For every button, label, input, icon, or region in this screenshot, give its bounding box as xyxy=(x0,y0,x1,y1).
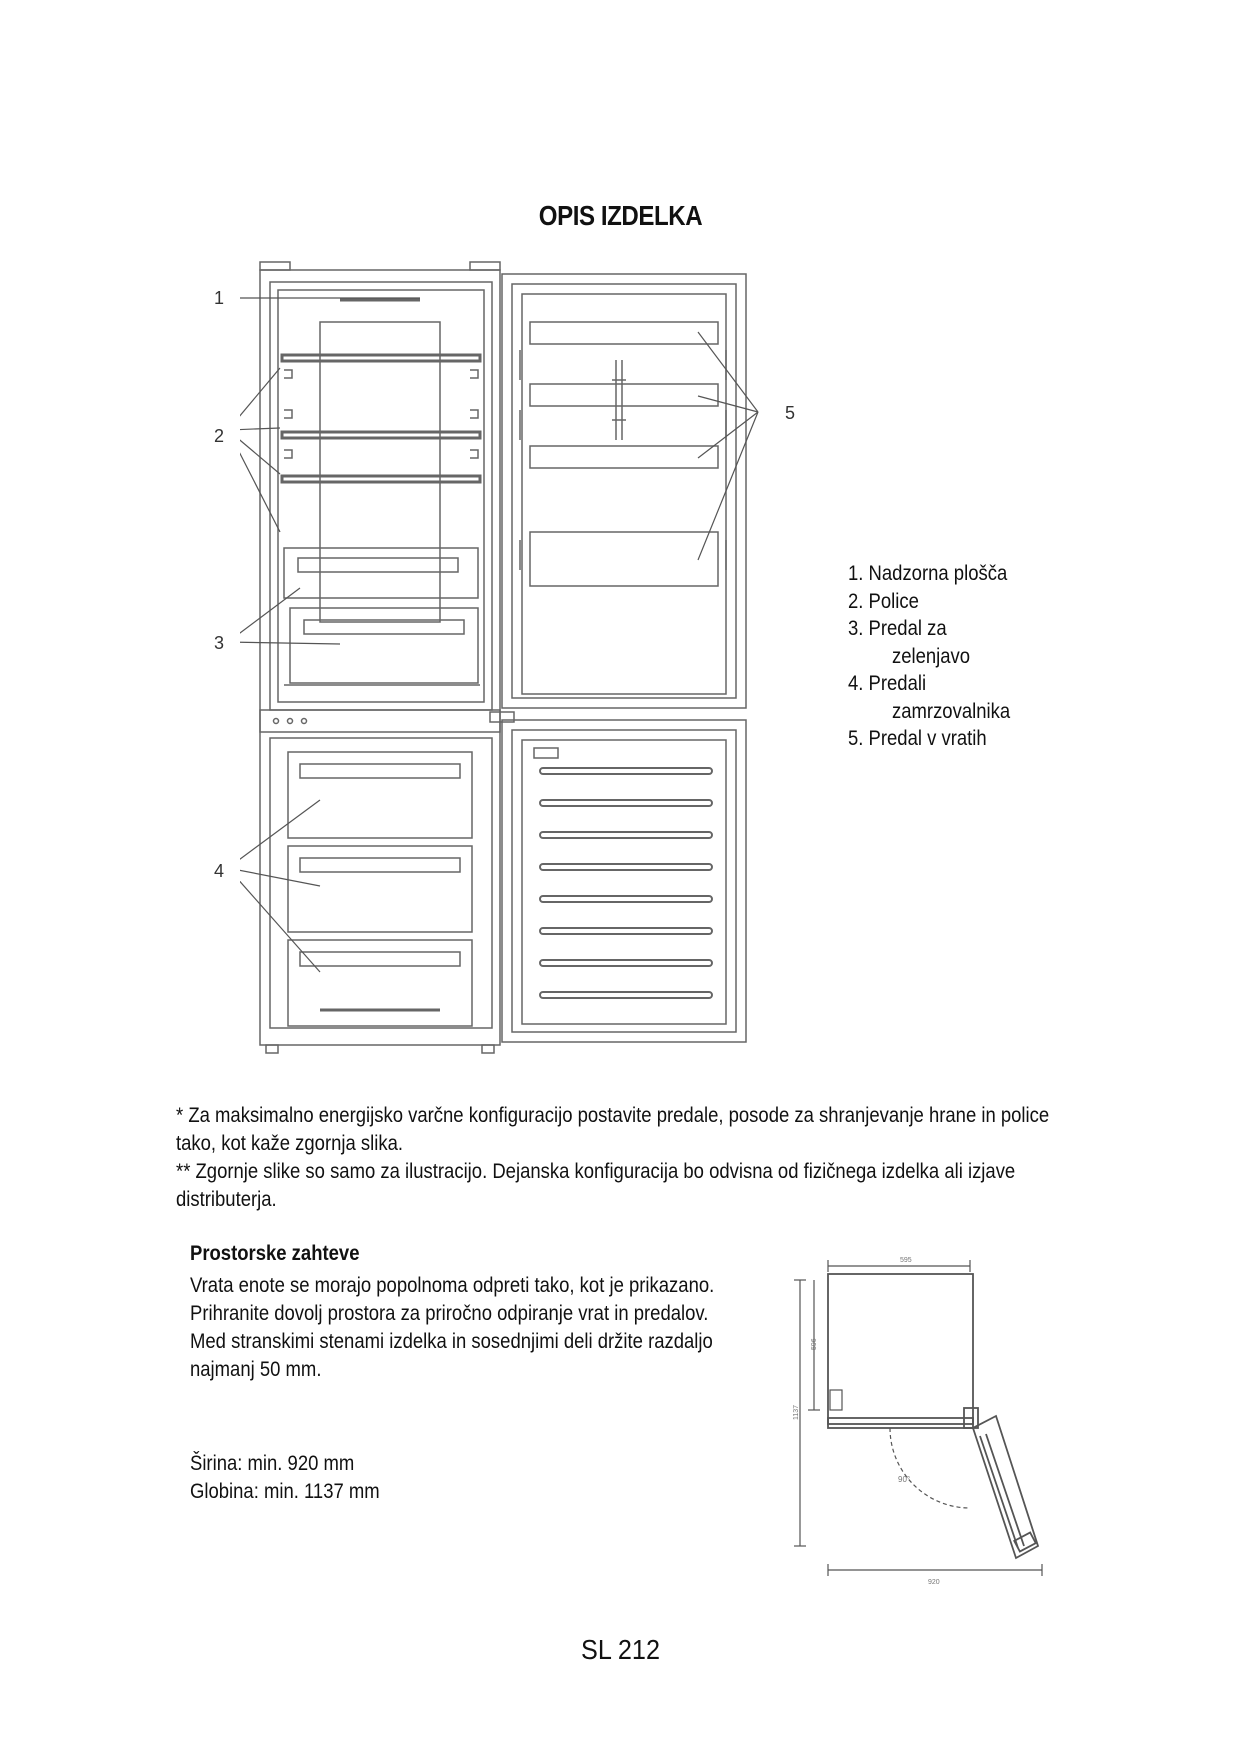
note-energy: * Za maksimalno energijsko varčne konfiguracijo postavite predale, posode za shranjevanje hrane in police tako, kot kaže zgornja slika. xyxy=(176,1104,1050,1155)
space-depth: Globina: min. 1137 mm xyxy=(190,1480,380,1503)
callout-2: 2 xyxy=(214,426,225,446)
parts-legend xyxy=(848,560,1010,753)
legend-item-continued: zamrzovalnika xyxy=(892,699,1011,723)
page-number: SL 212 xyxy=(581,1634,660,1665)
note-illustration: ** Zgornje slike so samo za ilustracijo. Dejanska konfiguracija bo odvisna od fizičnega izdelka ali izjave distributerja. xyxy=(176,1160,1016,1211)
legend-item: 5. Predal v vratih xyxy=(848,727,987,750)
plan-left-dimension-lower: 1137 xyxy=(793,1404,800,1420)
legend-item-continued: zelenjavo xyxy=(892,644,971,668)
callout-1: 1 xyxy=(214,288,225,308)
fridge-diagram xyxy=(240,260,780,1060)
plan-top-dimension: 595 xyxy=(900,1257,912,1264)
legend-item: 4. Predali xyxy=(848,672,927,695)
legend-item: 1. Nadzorna plošča xyxy=(848,562,1008,585)
configuration-notes xyxy=(176,1102,1056,1214)
space-heading: Prostorske zahteve xyxy=(190,1242,360,1265)
callout-3: 3 xyxy=(214,633,225,653)
plan-left-dimension-upper: 596 xyxy=(811,1338,818,1350)
page-title: OPIS IZDELKA xyxy=(538,200,703,231)
space-paragraph-clearance: Med stranskimi stenami izdelka in sosednjimi deli držite razdaljo najmanj 50 mm. xyxy=(190,1330,713,1381)
legend-item: 2. Police xyxy=(848,589,919,613)
space-paragraph-door: Vrata enote se morajo popolnoma odpreti tako, kot je prikazano. Prihranite dovolj prostora za priročno odpiranje vrat in predalov. xyxy=(190,1274,715,1325)
door-opening-plan xyxy=(780,1240,1060,1600)
plan-bottom-dimension: 920 xyxy=(928,1579,940,1586)
space-requirements xyxy=(190,1240,718,1506)
callout-5: 5 xyxy=(785,403,796,423)
legend-item: 3. Predal za xyxy=(848,617,947,640)
callout-4: 4 xyxy=(214,861,225,881)
plan-angle-label: 90° xyxy=(898,1475,911,1484)
space-width: Širina: min. 920 mm xyxy=(190,1452,355,1475)
